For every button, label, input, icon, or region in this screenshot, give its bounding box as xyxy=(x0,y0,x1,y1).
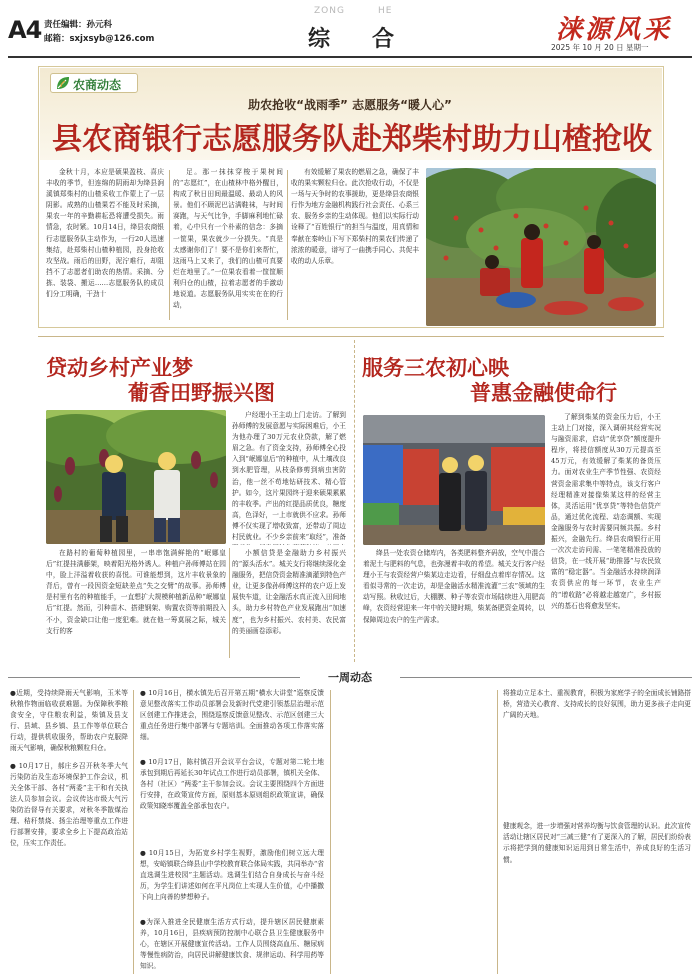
center-vertical-rule xyxy=(354,340,355,662)
story2-title-line2: 葡香田野振兴图 xyxy=(128,381,275,405)
story2-col-a: 户经理小王主动上门走访。了解到孙师傅的发展意愿与实际困难后，小王为他办理了30万元农业贷款，解了燃眉之急。有了资金支持，孙师傅全心投入到“岷娜皇后”的种植中，从土壤改良到水肥管理，从枝条修剪到病虫害防治，他一丝不苟地钻研技术、精心管护。如今，这片果园终于迎来硕果累累的丰收季。产出的红提品质优良，糖度高，色泽好，一上市就供不应求。孙师傅不仅实现了增收致富，还带动了周边村民就业。不少乡亲前来“取经”，准备 xyxy=(232,411,346,542)
weekly-item: 健康观念，进一步增强对营养均衡与饮食管理的认识。此次宣传活动让辖区居民对“三减三健”有了更深入的了解，居民们纷纷表示将把学到的健康知识运用到日常生活中，养成良好的生活习惯。 xyxy=(503,822,691,864)
weekly-col3 xyxy=(336,688,492,976)
banner-title: 县农商银行志愿服务队赴郑柴村助力山楂抢收 xyxy=(52,122,652,157)
section-pinyin-left: ZONG xyxy=(314,6,345,16)
weekly-item: ●为深入推进全民健康生活方式行动，提升辖区居民健康素养，10月16日，县疾病预防控制中心联合县卫生健康服务中心，在辖区开展健康宣传活动。工作人员围绕高血压、糖尿病等慢性病防治，向居民讲解健康饮食、规律运动、科学用药等知识。 xyxy=(140,918,324,971)
story1-col3: 有效缓解了果农的燃眉之急，确保了丰收的果实颗粒归仓。此次抢收行动，不仅是一场与天争时的农事援助，更是绛县农商银行作为地方金融机构践行社会责任、心系三农、服务乡亲的生动体现。他们以实际行动诠释了“百姓银行”的担当与温度，用真情和奉献在秦岭山下写下郑柴村的果农们传递了浓浓的暖意，谱写了一曲携手同心、共促丰收的动人乐章。 xyxy=(291,168,419,265)
col-rule xyxy=(330,690,331,974)
weekly-item: ● 10月17日，郝庄乡召开秋冬季大气污染防治及生态环境保护工作会议，机关全体干部、各村“两委”主干和有关执法人员参加会议。会议传达市级大气污染防治督导有关要求，对秋冬季散煤治理、秸秆禁烧、扬尘治理等重点工作进行部署安排，要求全乡上下提高政治站位，压实工作责任。 xyxy=(10,761,128,848)
section-char-left: 综 xyxy=(308,26,331,52)
farm-supply-warehouse-photo xyxy=(363,415,545,545)
editor-credit: 责任编辑：孙元科 xyxy=(44,20,113,30)
weekly-heading: 一周动态 xyxy=(328,671,372,684)
bank-badge-label: 农商动态 xyxy=(73,78,122,92)
story3-title-line2: 普惠金融使命行 xyxy=(470,381,617,405)
col-rule xyxy=(169,170,170,320)
weekly-rule-left xyxy=(8,677,300,678)
grape-farmer-photo xyxy=(46,410,226,544)
hawthorn-harvest-photo xyxy=(426,168,656,326)
weekly-col2 xyxy=(140,688,324,976)
story1-col1: 金秋十月，本应是硕果盈枝、喜庆丰收的季节，但连绵的阴雨却为绛县涧溪镇郑柴村的山楂采收工作蒙上了一层阴影。成熟的山楂果若不能及时采摘，果农一年的辛勤耕耘恐将遭受损失。雨情急，农时紧。10月14日，绛县农商银行志愿服务队主动作为，一行20人迅速集结，赴郑柴村山楂种植园，投身抢收攻坚战。雨后的田野，泥泞难行，却阻挡不了志愿者们助农的热情。采摘、分拣、装袋、搬运……志愿服务队的成员们分工明确，干劲十 xyxy=(46,168,164,299)
masthead: 涞源风采 xyxy=(556,15,673,45)
weekly-col4 xyxy=(503,688,691,976)
leaf-icon xyxy=(55,75,71,91)
story1-col2: 足。那一抹抹穿梭于果树间的“志愿红”，在山楂林中格外醒目，构成了秋日田间最温暖、最动人的风景。他们不顾泥巴沾满鞋袜，与时间赛跑，与天气比争，手脚麻利地忙碌着，心中只有一个朴素的信念：多摘一筐果，果农就少一分损失。“真是太感谢你们了！要不是你们来帮忙，这雨马上又来了，我们的山楂可真要烂在地里了。”一位果农看着一筐筐顺利归仓的山楂，拉着志愿者的手激动地说道。志愿服务队用实实在在的行动， xyxy=(173,168,283,310)
banner-subtitle: 助农抢收“战雨季” 志愿服务“暖人心” xyxy=(248,98,452,112)
weekly-item: ● 10月17日，陈村镇召开会议平台会议，专题对第二轮土地承包到期后再延长30年试点工作进行动员部署，镇机关全体、各村（社区）“两委”主干参加会议。会议主要围绕四个方面进行安排，在政策宣传方面，原则基本原则组织政策宣讲，确保政策知晓率覆盖全部承包农户。 xyxy=(140,758,324,811)
story2-col-c: 小额信贷是金融助力乡村振兴的“源头活水”。城关支行将继续深化金融服务，把信贷资金精准滴灌到特色产业，让更多像孙师傅这样的农户迈上发展快车道，让金融活水真正流入田间地头，助力乡村特色产业发展跑出“加速度”，也为乡村振兴、农村美、农民富的美丽画卷添彩。 xyxy=(232,549,346,635)
weekly-item: ●近期，受持续降雨天气影响，玉米等秋粮作物面临收获难题。为保障秋季粮食安全，守住粮农利益，柴镇及县支行、县域、县乡镇、县工作等单位联合行动，提供机收服务，帮助农户克服降雨天气影响，确保秋粮颗粒归仓。 xyxy=(10,689,128,753)
section-char-right: 合 xyxy=(372,26,395,52)
section-pinyin-right: HE xyxy=(378,6,393,16)
issue-date: 2025 年 10 月 20 日 星期一 xyxy=(551,43,649,52)
col-rule xyxy=(497,690,498,974)
story3-col-a: 了解到柴某的资金压力后，小王主动上门对接，深入调研其经营实况与融资需求，启动“优享贷”额度提升程序，将授信额度从30万元提高至45万元，有效缓解了柴某的备货压力。面对农业生产季节性强、农资经营资金需求集中等特点，该支行客户经理精准对接像柴某这样的经营主体，灵活运用“优享贷”等特色信贷产品，通过优化流程、动态调额、实现金融服务与农时需要同频共振。乡村振兴，金融先行。绛县农商银行正用一次次走访问需、一笔笔精准投放的信贷，在一线开展“助推器”与农民致富的“稳定器”。当金融活水持续润泽农资供应的每一环节，农业生产的“增收路”必将越走越宽广，乡村振兴的基石也将愈发坚实。 xyxy=(551,413,661,610)
story3-title-line1: 服务三农初心映 xyxy=(362,356,509,380)
weekly-item: ● 10月15日，为拓宽乡村学生视野，激励他们树立远大理想，安峪镇联合绛县山中学校教育联合体局实践，共同举办“省直选调生进校园”主题活动。选调生们结合自身成长与奋斗经历，为学生们讲述如何在平凡岗位上实现人生价值，心中播撒下向上向善的梦想种子。 xyxy=(140,849,324,902)
col-rule xyxy=(133,690,134,974)
story2-col-b: 在路村的葡萄种植园里，一串串饱满鲜艳的“岷娜皇后”红提挂满藤架，映着阳光格外诱人。种植户孙师傅站在园中，脸上洋溢着收获的喜悦。可谁能想到，这片丰收景象的背后，曾有一段因资金短缺差点“失之交臂”的故事。孙师傅是村里有名的种植能手，一直想扩大规模种植新品种“岷娜皇后”红提。然而，引种苗木、搭建钢架、购置农资等前期投入不小，资金缺口让他一度犯难。就在他一筹莫展之际，城关支行的客 xyxy=(46,549,226,635)
weekly-item: 将推动立足本土、重视教育，积极为家庭学子的全面成长铺路搭桥，营造关心教育、支持成长的良好氛围，助力更多孩子走向更广阔的天地。 xyxy=(503,689,691,720)
story2-title-line1: 贷动乡村产业梦 xyxy=(46,356,193,380)
header-rule xyxy=(8,56,692,58)
weekly-rule-right xyxy=(400,677,692,678)
col-rule xyxy=(229,548,230,658)
col-rule xyxy=(287,170,288,320)
page-label: A4 xyxy=(8,16,42,44)
story3-col-b: 绛县一处农资仓储库内，各类肥料整齐码放，空气中混合着泥土与肥料的气息，也弥漫着丰收的希望。城关支行客户经理小王与农资经营户柴某边走边看，仔细盘点着库存情况。这看似寻常的一次走访，却是金融活水精准流灌“三农”领域的生动写照。秋收过后，大棚膜、种子等农资市场陆续进入用肥高峰，农资经营迎来一年中的关键时期，柴某备肥资金周转，以保障周边农户的生产需求。 xyxy=(363,549,545,624)
weekly-col1 xyxy=(10,688,128,976)
section-rule xyxy=(38,336,664,337)
editor-email: 邮箱：sxjxsyb@126.com xyxy=(44,34,155,44)
weekly-item: ● 10月16日，横水镇先后召开第五期“横水大讲堂”巡察反馈意见整改落实工作动员部署会及新时代党建引领基层治理示范区创建工作推进会，围绕巡察反馈意见整改、示范区创建三大重点任务进行集中部署与专题培训。全面推动各项工作落实落细。 xyxy=(140,689,324,742)
